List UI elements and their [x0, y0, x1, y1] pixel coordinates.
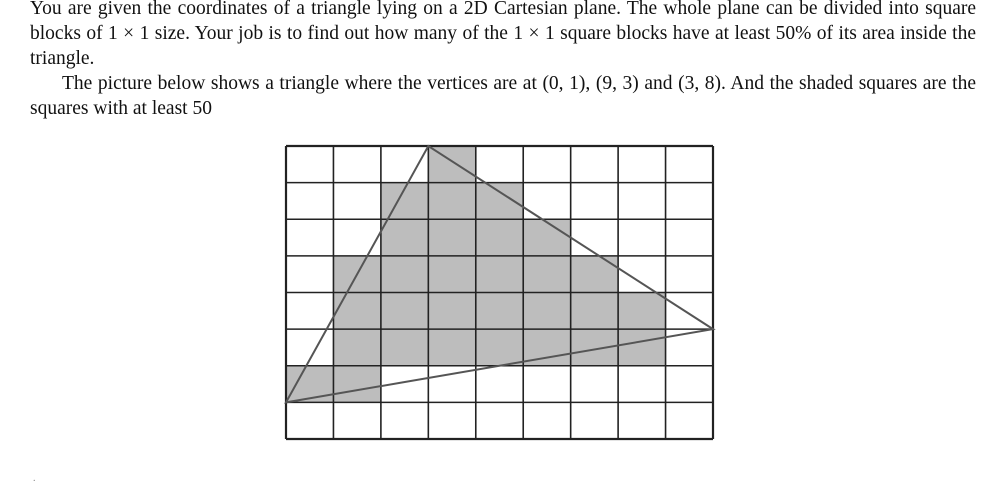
shaded-cell: [428, 219, 475, 256]
shaded-cell: [476, 219, 523, 256]
shaded-cell: [476, 329, 523, 366]
shaded-cell: [381, 219, 428, 256]
shaded-cell: [381, 329, 428, 366]
shaded-cell: [428, 183, 475, 220]
shaded-cell: [428, 256, 475, 293]
shaded-cell: [381, 256, 428, 293]
shaded-cell: [618, 293, 665, 330]
stray-mark: .: [33, 473, 36, 484]
triangle-grid-figure: [280, 140, 720, 446]
shaded-cell: [523, 256, 570, 293]
shaded-cell: [333, 366, 380, 403]
shaded-cell: [428, 293, 475, 330]
shaded-cell: [476, 293, 523, 330]
shaded-cell: [333, 293, 380, 330]
shaded-cell: [618, 329, 665, 366]
shaded-cell: [571, 293, 618, 330]
problem-paragraph-2: The picture below shows a triangle where the vertices are at (0, 1), (9, 3) and (3, 8). And the shaded squares are the squares with at least 50: [30, 73, 976, 119]
shaded-cell: [571, 256, 618, 293]
shaded-cell: [523, 219, 570, 256]
shaded-cell: [523, 293, 570, 330]
shaded-cell: [428, 329, 475, 366]
problem-statement: [30, 0, 976, 121]
grid-diagram: [280, 140, 720, 446]
shaded-cell: [286, 366, 333, 403]
shaded-cell: [333, 329, 380, 366]
problem-paragraph-1: You are given the coordinates of a triangle lying on a 2D Cartesian plane. The whole plane can be divided into square blocks of 1 × 1 size. Your job is to find out how many of the 1 × 1 square blocks have at least 50% of its area inside the triangle.: [30, 0, 976, 69]
shaded-cell: [476, 183, 523, 220]
shaded-cell: [381, 293, 428, 330]
shaded-cell: [476, 256, 523, 293]
